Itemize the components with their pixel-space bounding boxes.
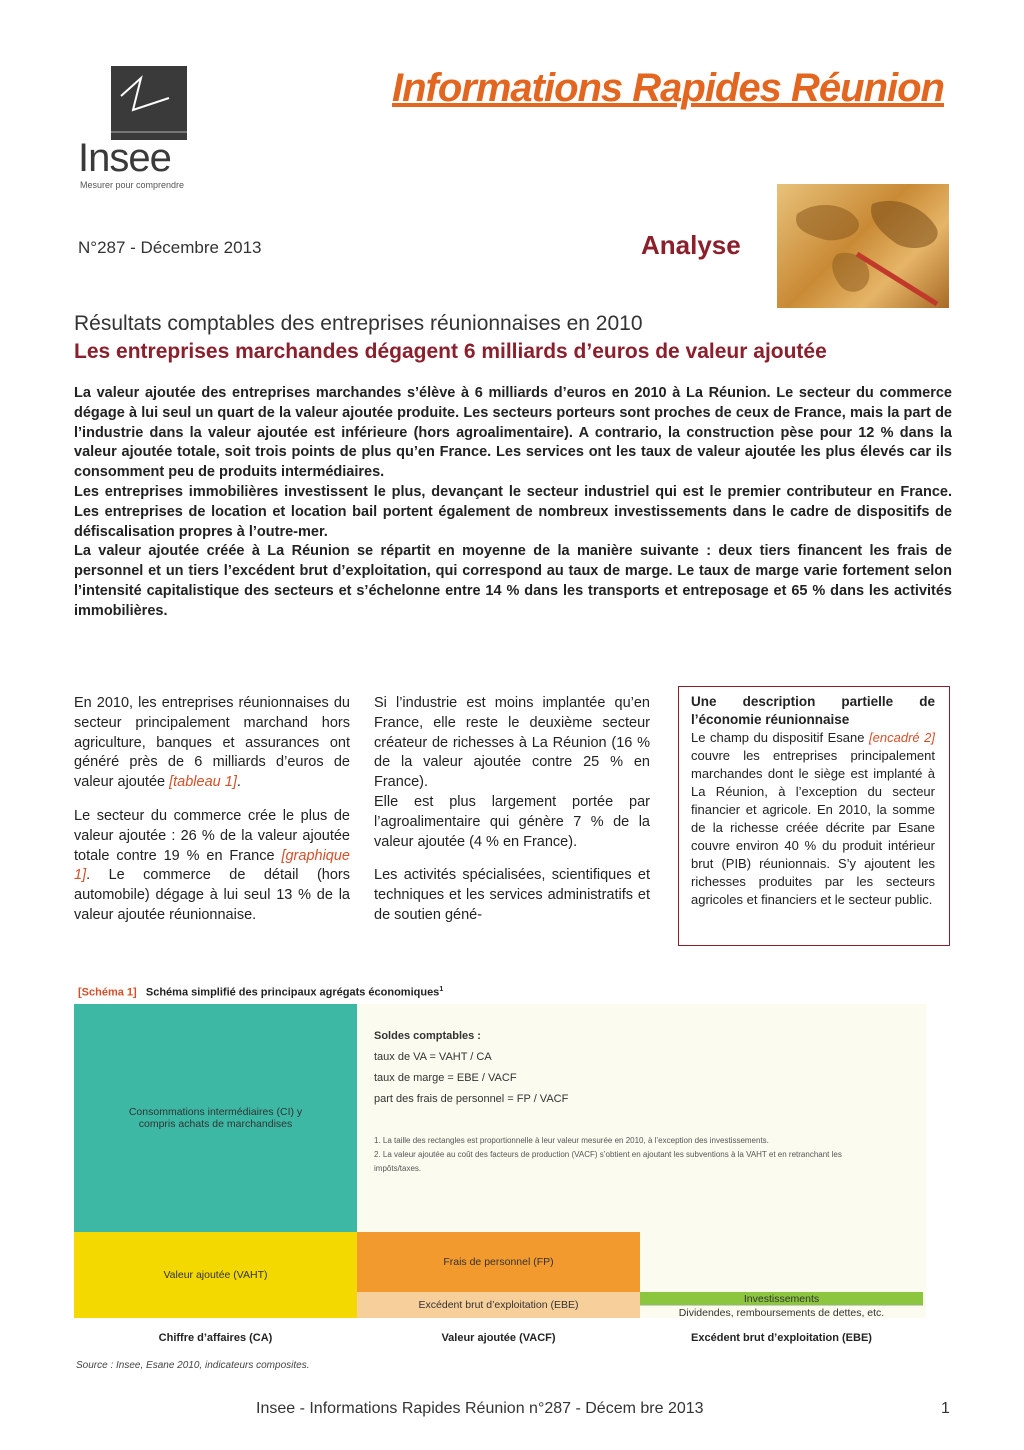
- schema-heading: [Schéma 1] Schéma simplifié des principaux agrégats économiques$^1$: [78, 986, 444, 999]
- page-number: 1: [941, 1400, 950, 1417]
- column-2: [374, 694, 650, 940]
- issue-number: N°287 - Décembre 2013: [78, 238, 262, 257]
- schema-source: Source : Insee, Esane 2010, indicateurs composites.: [76, 1360, 310, 1371]
- col2-paragraph-3: Les activités spécialisées, scientifiques et techniques et les services administratifs et de soutien géné-: [374, 867, 650, 923]
- insee-logo-tagline: Mesurer pour comprendre: [80, 180, 185, 190]
- schema-title: Schéma simplifié des principaux agrégats économiques: [145, 986, 440, 999]
- article-subtitle: Les entreprises marchandes dégagent 6 milliards d’euros de valeur ajoutée: [74, 340, 827, 363]
- page-footer: Insee - Informations Rapides Réunion n°287 - Décem bre 2013: [256, 1400, 704, 1417]
- lead-p1: La valeur ajoutée des entreprises marchandes s’élève à 6 milliards d’euros en 2010 à La Réunion. Le secteur du commerce dégage à lui seul un quart de la valeur ajoutée produite. Les secteurs porteurs sont proches de ceux de France, mais la part de l’industrie dans la valeur ajoutée est inférieure (hors agroalimentaire). A contrario, la construction pèse pour 12 % dans la valeur ajoutée totale, soit trois points de plus qu’en France. Les services ont les taux de valeur ajoutée les plus élevés car ils consomment peu de produits intermédiaires.: [74, 385, 952, 481]
- col2-paragraph-1: Si l’industrie est moins implantée qu’en France, elle reste le deuxième secteur créateur de richesses à La Réunion (16 % de la valeur ajoutée contre 25 % en France).: [374, 695, 650, 791]
- col1-paragraph-2: Le secteur du commerce crée le plus de valeur ajoutée : 26 % de la valeur ajoutée totale contre 19 % en France [graphique 1]. Le commerce de détail (hors automobile) dégage à lui seul 13 % de la valeur ajoutée réunionnaise.: [74, 807, 350, 923]
- rect-consommations-intermediaires: Consommations intermédiaires (CI) y compris achats de marchandises: [74, 1004, 357, 1232]
- rect-excedent-brut: Excédent brut d’exploitation (EBE): [357, 1292, 640, 1318]
- rect-valeur-ajoutee-ht: Valeur ajoutée (VAHT): [74, 1232, 357, 1318]
- insee-logo-mark: [111, 66, 187, 140]
- lead-p3: La valeur ajoutée créée à La Réunion se répartit en moyenne de la manière suivante : deux tiers financent les frais de personnel et un tiers l’excédent brut d’exploitation, qui correspond au taux de marge. Le taux de marge varie fortement selon l’intensité capitalistique des secteurs et s’échelonne entre 14 % dans les transports et entreposage et 65 % dans les activités immobilières.: [74, 543, 952, 619]
- column-1: [74, 694, 350, 940]
- schema-ref: [Schéma 1]: [78, 986, 137, 999]
- world-map-photo: [777, 184, 949, 308]
- lead-paragraph: [74, 384, 952, 622]
- rect-dividendes: Dividendes, remboursements de dettes, etc.: [640, 1305, 923, 1319]
- rect-frais-personnel: Frais de personnel (FP): [357, 1232, 640, 1292]
- tableau-1-link[interactable]: [tableau 1]: [169, 774, 237, 791]
- publication-title: Informations Rapides Réunion: [391, 66, 944, 110]
- article-title: Résultats comptables des entreprises réunionnaises en 2010: [74, 312, 643, 335]
- axis-valeur-ajoutee: Valeur ajoutée (VACF): [441, 1332, 556, 1344]
- graphique-1-link[interactable]: [graphique 1]: [74, 847, 350, 884]
- schema-notes: 1. La taille des rectangles est proportionnelle à leur valeur mesurée en 2010, à l’exception des investissements. 2. La valeur ajoutée au coût des facteurs de production (VACF) s’obtient en ajoutant les subventions à la VAHT et en retranchant les impôts/taxes.: [374, 1136, 842, 1173]
- info-box: Une description partielle de l’économie réunionnaise Le champ du dispositif Esane [encadré 2] couvre les entreprises principalement marchandes dont le siège est implanté à La Réunion, à l’exception du secteur financier et agricole. En 2010, la somme de la richesse créée décrite par Esane couvre environ 40 % du produit intérieur brut (PIB) réunionnais. S’y ajoutent les richesses produites par les secteurs agricoles et financiers et le secteur public.: [678, 686, 950, 946]
- insee-logo-word: Insee: [78, 136, 171, 180]
- axis-chiffre-affaires: Chiffre d’affaires (CA): [158, 1332, 273, 1344]
- axis-ebe: Excédent brut d’exploitation (EBE): [691, 1332, 872, 1344]
- col1-paragraph-1: En 2010, les entreprises réunionnaises du secteur principalement marchand hors agriculture, banques et assurances ont généré près de 6 milliards d’euros de valeur ajoutée [tableau 1].: [74, 695, 350, 791]
- lead-p2: Les entreprises immobilières investissent le plus, devançant le secteur industriel qui est le premier contributeur en France. Les entreprises de location et location bail portent également de nombreux investissements dans le cadre de dispositifs de défiscalisation propres à l’outre-mer.: [74, 483, 952, 540]
- section-label: Analyse: [641, 230, 741, 260]
- col2-paragraph-2: Elle est plus largement portée par l’agroalimentaire qui génère 7 % de la valeur ajoutée (4 % en France).: [374, 793, 650, 850]
- encadre-2-link[interactable]: [encadré 2]: [869, 730, 935, 745]
- rect-investissements: Investissements: [640, 1292, 923, 1305]
- logo-arrow-icon: [111, 66, 187, 140]
- soldes-comptables: Soldes comptables : taux de VA = VAHT / CA taux de marge = EBE / VACF part des frais de personnel = FP / VACF: [374, 1030, 569, 1105]
- info-box-title: Une description partielle de l’économie réunionnaise: [691, 694, 935, 727]
